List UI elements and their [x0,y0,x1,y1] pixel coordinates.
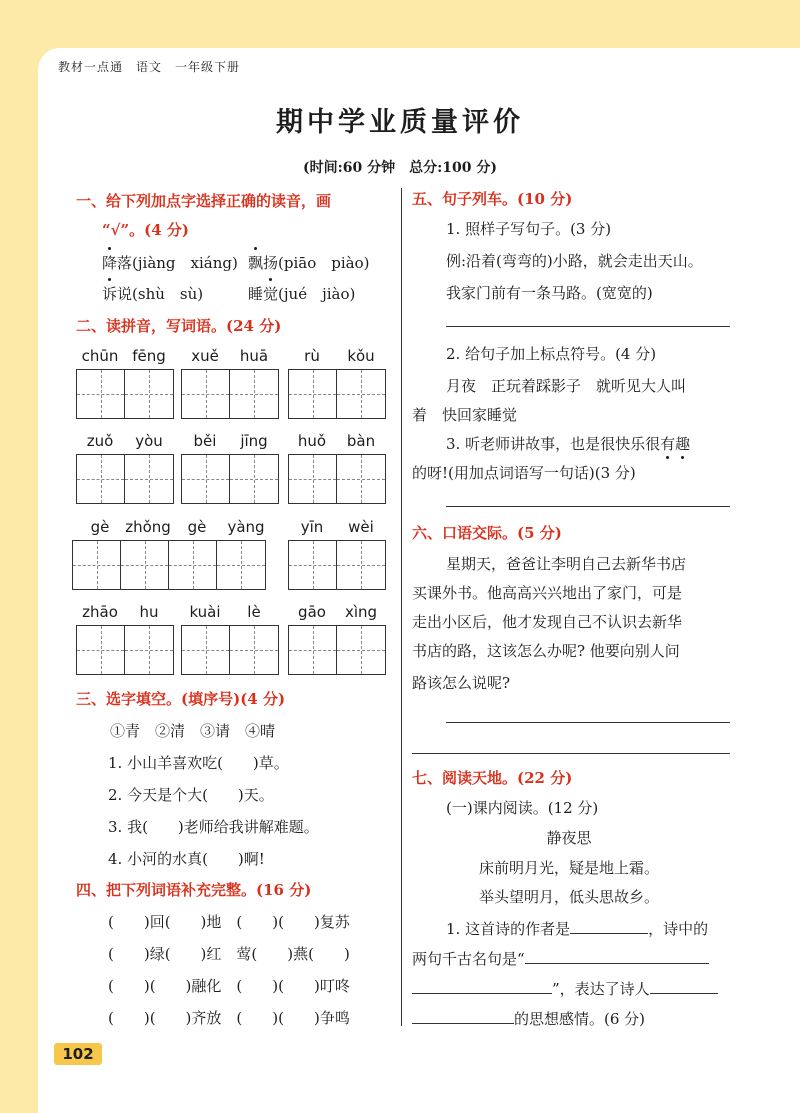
writing-grid[interactable] [76,369,174,419]
sec1-item-1-text: 落(jiàng xiáng) [117,254,238,272]
sec5-example: 例:沿着(弯弯的)小路，就会走出天山。 [446,252,703,270]
sec7-q1-text-e: 的思想感情。(6 分) [514,1010,646,1028]
sec5-q2: 2. 给句子加上标点符号。(4 分) [446,345,657,363]
poem-line-1: 床前明月光，疑是地上霜。 [478,859,659,877]
sec5-q1: 1. 照样子写句子。(3 分) [446,220,612,238]
pinyin: zhǒng [125,518,171,536]
sec1-item-1 [102,252,238,273]
dotted-char: 诉 [102,285,118,303]
pinyin: huā [239,347,269,365]
sec6-line-5: 路该怎么说呢? [412,674,511,692]
sec7-q1-line-2 [412,948,709,969]
pinyin: huǒ [297,432,327,450]
sec6-line-1: 星期天，爸爸让李明自己去新华书店 [446,555,687,573]
pinyin: yòu [135,432,163,450]
pinyin: yīn [300,518,324,536]
pinyin: zuǒ [86,432,114,450]
pinyin: bàn [346,432,376,450]
answer-line[interactable] [446,506,730,507]
sec4-row-2: ( )绿( )红 莺( )燕( ) [108,945,350,963]
sec3-q3: 3. 我( )老师给我讲解难题。 [108,818,319,836]
sec6-line-2: 买课外书。他高高兴兴地出了家门，可是 [412,584,683,602]
pinyin: kǒu [347,347,375,365]
pinyin: kuài [189,603,221,621]
writing-grid[interactable] [181,454,279,504]
pinyin: zhāo [82,603,118,621]
dotted-char: 觉 [263,285,279,303]
sec1-item-4-pre: 睡 [248,285,264,303]
answer-line[interactable] [446,326,730,327]
pinyin: jīng [240,432,268,450]
sec7-q1-text-b: ，诗中的 [648,920,709,938]
writing-grid[interactable] [76,625,174,675]
pinyin: gè [90,518,110,536]
sec3-heading: 三、选字填空。(填序号)(4 分) [76,690,286,708]
sec2-heading: 二、读拼音，写词语。(24 分) [76,317,282,335]
sec7-q1-text-d: ”，表达了诗人 [552,980,650,998]
writing-grid[interactable] [288,540,386,590]
sec3-q4: 4. 小河的水真( )啊! [108,850,265,868]
blank-author[interactable] [570,919,648,934]
answer-line[interactable] [446,722,730,723]
pinyin: lè [247,603,261,621]
writing-grid[interactable] [288,454,386,504]
writing-grid[interactable] [288,369,386,419]
pinyin-row-4 [76,603,392,623]
sec7-q1-line-1 [446,918,708,939]
pinyin: xìng [344,603,378,621]
sec7-subheading: (一)课内阅读。(12 分) [446,799,599,817]
dotted-char: 有 [660,435,676,453]
blank-feeling[interactable] [412,1009,514,1024]
blank-poet-feeling[interactable] [650,979,718,994]
pinyin: rù [304,347,320,365]
sec7-heading: 七、阅读天地。(22 分) [412,769,573,787]
pinyin: chūn [81,347,119,365]
sec5-q1-text: 我家门前有一条马路。(宽宽的) [446,284,653,302]
sec5-q3-line-2: 的呀!(用加点词语写一句话)(3 分) [412,464,636,482]
pinyin: gè [187,518,207,536]
time-info: (时间:60 分钟 总分:100 分) [302,160,498,176]
sec1-heading-2: “√”。(4 分) [102,221,189,239]
pinyin: wèi [348,518,374,536]
pinyin: yàng [227,518,265,536]
sec5-q3-line-1 [446,433,690,454]
sec6-line-3: 走出小区后，他才发现自己不认识去新华 [412,613,683,631]
sec7-q1-text-a: 1. 这首诗的作者是 [446,920,571,938]
sec5-heading: 五、句子列车。(10 分) [412,190,573,208]
pinyin-row-3 [76,518,392,538]
blank-famous-lines[interactable] [525,949,709,964]
sec1-item-3-text: 说(shù sù) [117,285,204,303]
book-header: 教材一点通 语文 一年级下册 [58,60,241,74]
pinyin: hu [139,603,159,621]
sec1-item-2 [248,252,369,273]
dotted-char: 飘 [248,254,264,272]
writing-grid[interactable] [72,540,266,590]
sec4-row-1: ( )回( )地 ( )( )复苏 [108,913,350,931]
pinyin: gāo [298,603,326,621]
pinyin-row-2 [76,432,392,452]
page-title: 期中学业质量评价 [276,107,524,138]
sec5-q3-text: 3. 听老师讲故事，也是很快乐很 [446,435,661,453]
sec5-q2-line-2: 着 快回家睡觉 [412,406,518,424]
sec5-q2-line-1: 月夜 正玩着踩影子 就听见大人叫 [446,377,687,395]
sec1-item-3 [102,283,203,304]
writing-grid[interactable] [181,369,279,419]
dotted-char: 降 [102,254,118,272]
sec4-heading: 四、把下列词语补充完整。(16 分) [76,881,312,899]
sec6-line-4: 书店的路，这该怎么办呢? 他要向别人问 [412,642,680,660]
sec1-heading-1: 一、给下列加点字选择正确的读音，画 [76,192,332,210]
poem-title: 静夜思 [546,829,592,847]
writing-grid[interactable] [288,625,386,675]
sec1-item-4-text: (jué jiào) [278,285,356,303]
sec7-q1-text-c: 两句千古名句是“ [412,950,525,968]
writing-grid[interactable] [76,454,174,504]
writing-grid[interactable] [181,625,279,675]
pinyin: fēng [132,347,166,365]
sec4-row-3: ( )( )融化 ( )( )叮咚 [108,977,350,995]
page-number: 102 [54,1043,102,1065]
pinyin: xuě [191,347,219,365]
pinyin: běi [193,432,217,450]
sec7-q1-line-4 [412,1008,645,1029]
blank-famous-lines-cont[interactable] [412,979,552,994]
dotted-char: 趣 [675,435,691,453]
sec3-options: ①青 ②清 ③请 ④晴 [110,722,276,740]
answer-line[interactable] [412,753,730,754]
sec3-q1: 1. 小山羊喜欢吃( )草。 [108,754,289,772]
poem-line-2: 举头望明月，低头思故乡。 [478,888,659,906]
pinyin-row-1 [76,347,392,367]
sec1-item-4 [248,283,355,304]
sec6-heading: 六、口语交际。(5 分) [412,524,562,542]
sec1-item-2-text: 扬(piāo piào) [263,254,370,272]
sec4-row-4: ( )( )齐放 ( )( )争鸣 [108,1009,350,1027]
sec3-q2: 2. 今天是个大( )天。 [108,786,274,804]
sec7-q1-line-3 [412,978,718,999]
